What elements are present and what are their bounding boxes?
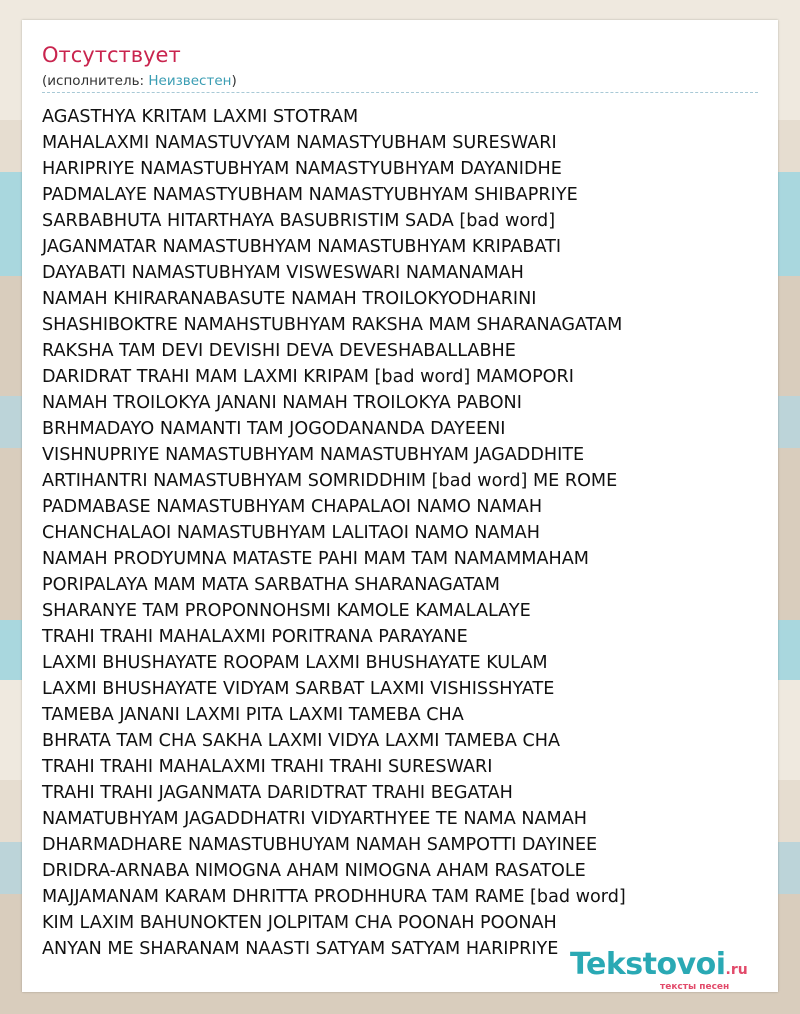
lyric-line: NAMAH KHIRARANABASUTE NAMAH TROILOKYODHARINI bbox=[42, 289, 537, 309]
lyric-line: TRAHI TRAHI MAHALAXMI TRAHI TRAHI SURESWARI bbox=[42, 757, 493, 777]
lyric-line: VISHNUPRIYE NAMASTUBHYAM NAMASTUBHYAM JAGADDHITE bbox=[42, 445, 585, 465]
performer-link[interactable]: Неизвестен bbox=[148, 73, 232, 89]
divider bbox=[42, 92, 758, 93]
performer-suffix: ) bbox=[231, 73, 237, 89]
lyric-line: DAYABATI NAMASTUBHYAM VISWESWARI NAMANAMAH bbox=[42, 263, 524, 283]
performer-line bbox=[42, 72, 237, 90]
lyrics-text bbox=[42, 104, 758, 962]
lyric-line: SHASHIBOKTRE NAMAHSTUBHYAM RAKSHA MAM SHARANAGATAM bbox=[42, 315, 623, 335]
lyric-line: BRHMADAYO NAMANTI TAM JOGODANANDA DAYEENI bbox=[42, 419, 506, 439]
lyric-line: CHANCHALAOI NAMASTUBHYAM LALITAOI NAMO NAMAH bbox=[42, 523, 540, 543]
lyric-line: LAXMI BHUSHAYATE VIDYAM SARBAT LAXMI VISHISSHYATE bbox=[42, 679, 555, 699]
lyric-line: NAMATUBHYAM JAGADDHATRI VIDYARTHYEE TE NAMA NAMAH bbox=[42, 809, 587, 829]
lyric-line: PORIPALAYA MAM MATA SARBATHA SHARANAGATAM bbox=[42, 575, 500, 595]
lyric-line: DARIDRAT TRAHI MAM LAXMI KRIPAM [bad word] MAMOPORI bbox=[42, 367, 574, 387]
lyric-line: KIM LAXIM BAHUNOKTEN JOLPITAM CHA POONAH POONAH bbox=[42, 913, 557, 933]
lyric-line: DRIDRA-ARNABA NIMOGNA AHAM NIMOGNA AHAM RASATOLE bbox=[42, 861, 586, 881]
lyric-line: TRAHI TRAHI JAGANMATA DARIDTRAT TRAHI BEGATAH bbox=[42, 783, 513, 803]
site-logo[interactable] bbox=[570, 947, 748, 982]
lyric-line: PADMABASE NAMASTUBHYAM CHAPALAOI NAMO NAMAH bbox=[42, 497, 543, 517]
lyric-line: MAHALAXMI NAMASTUVYAM NAMASTYUBHAM SURESWARI bbox=[42, 133, 557, 153]
performer-prefix: (исполнитель: bbox=[42, 73, 149, 89]
lyric-line: SARBABHUTA HITARTHAYA BASUBRISTIM SADA [bad word] bbox=[42, 211, 556, 231]
lyric-line: ANYAN ME SHARANAM NAASTI SATYAM SATYAM HARIPRIYE bbox=[42, 939, 559, 959]
song-title: Отсутствует bbox=[42, 43, 181, 67]
lyric-line: TRAHI TRAHI MAHALAXMI PORITRANA PARAYANE bbox=[42, 627, 468, 647]
lyric-line: ARTIHANTRI NAMASTUBHYAM SOMRIDDHIM [bad word] ME ROME bbox=[42, 471, 618, 491]
lyric-line: TAMEBA JANANI LAXMI PITA LAXMI TAMEBA CHA bbox=[42, 705, 464, 725]
lyric-line: MAJJAMANAM KARAM DHRITTA PRODHHURA TAM RAME [bad word] bbox=[42, 887, 626, 907]
lyric-line: JAGANMATAR NAMASTUBHYAM NAMASTUBHYAM KRIPABATI bbox=[42, 237, 562, 257]
lyric-line: BHRATA TAM CHA SAKHA LAXMI VIDYA LAXMI TAMEBA CHA bbox=[42, 731, 561, 751]
lyric-line: AGASTHYA KRITAM LAXMI STOTRAM bbox=[42, 107, 359, 127]
lyric-line: NAMAH TROILOKYA JANANI NAMAH TROILOKYA PABONI bbox=[42, 393, 522, 413]
lyric-line: NAMAH PRODYUMNA MATASTE PAHI MAM TAM NAMAMMAHAM bbox=[42, 549, 589, 569]
lyric-line: LAXMI BHUSHAYATE ROOPAM LAXMI BHUSHAYATE KULAM bbox=[42, 653, 548, 673]
lyric-line: SHARANYE TAM PROPONNOHSMI KAMOLE KAMALALAYE bbox=[42, 601, 531, 621]
logo-name: Tekstovoi bbox=[570, 947, 726, 982]
lyrics-card bbox=[22, 20, 778, 992]
logo-tld: .ru bbox=[725, 962, 748, 978]
logo-tagline: тексты песен bbox=[660, 982, 730, 992]
lyric-line: HARIPRIYE NAMASTUBHYAM NAMASTYUBHYAM DAYANIDHE bbox=[42, 159, 562, 179]
lyric-line: RAKSHA TAM DEVI DEVISHI DEVA DEVESHABALLABHE bbox=[42, 341, 516, 361]
lyric-line: DHARMADHARE NAMASTUBHUYAM NAMAH SAMPOTTI DAYINEE bbox=[42, 835, 598, 855]
lyric-line: PADMALAYE NAMASTYUBHAM NAMASTYUBHYAM SHIBAPRIYE bbox=[42, 185, 578, 205]
